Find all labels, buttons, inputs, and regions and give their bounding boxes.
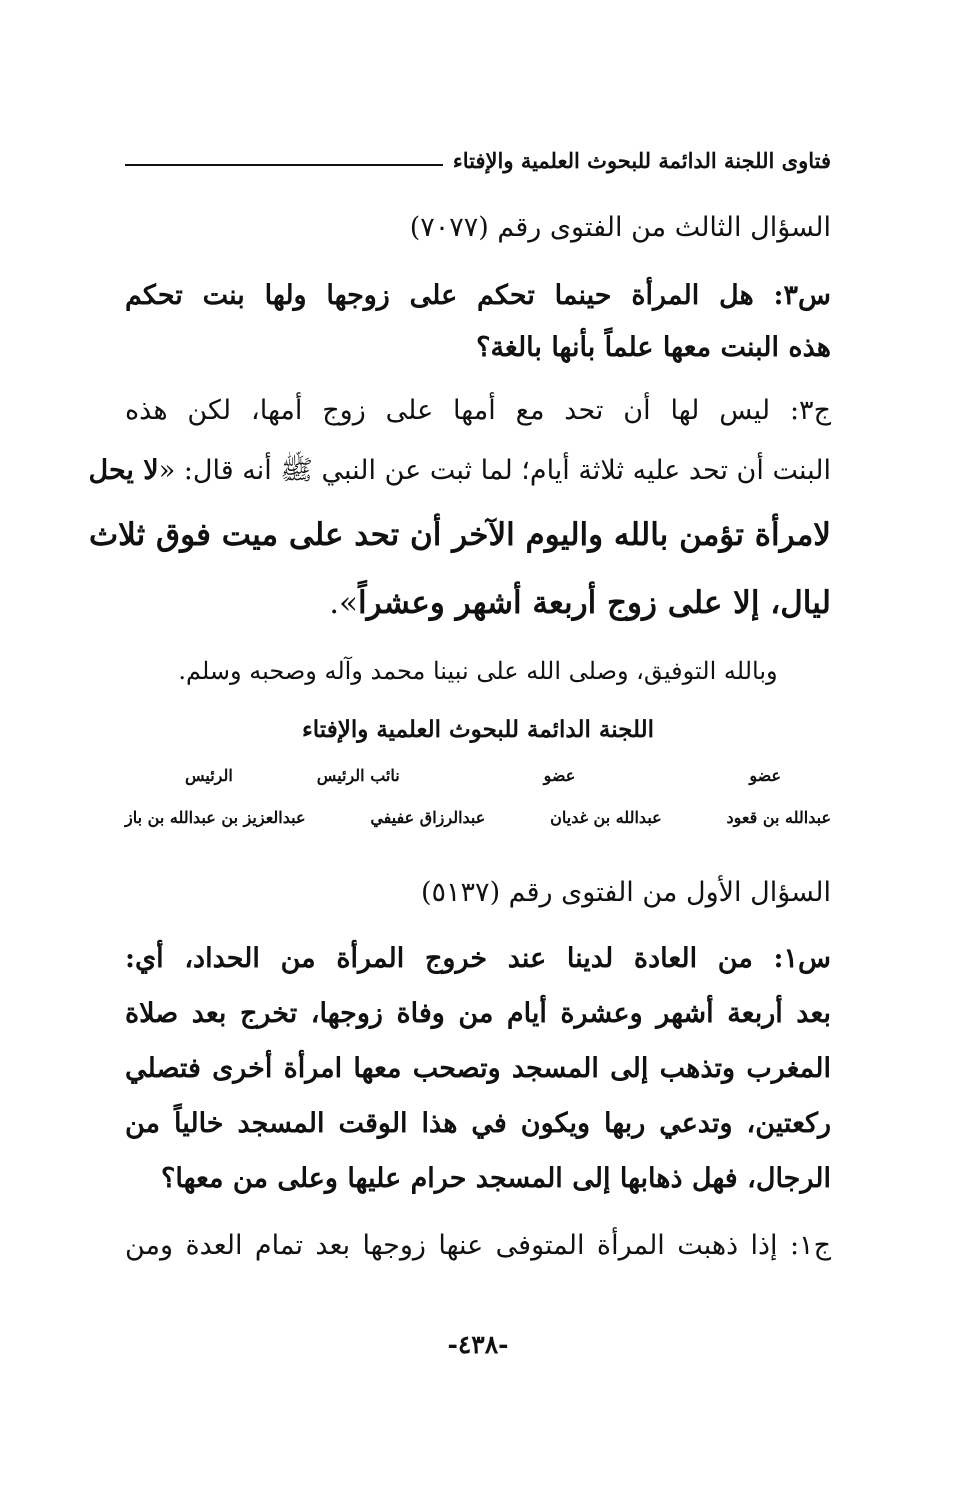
section2-question-line-4: ركعتين، وتدعي ربها ويكون في هذا الوقت المسجد خالياً من	[125, 1108, 831, 1139]
section2-answer-line-1: ج١: إذا ذهبت المرأة المتوفى عنها زوجها بعد تمام العدة ومن	[125, 1230, 831, 1261]
section1-title: السؤال الثالث من الفتوى رقم (٧٠٧٧)	[409, 212, 831, 243]
section1-answer-line-1: ج٣: ليس لها أن تحد مع أمها على زوج أمها، لكن هذه	[125, 395, 831, 426]
section2-question-line-5: الرجال، فهل ذهابها إلى المسجد حرام عليها وعلى من معها؟	[161, 1163, 831, 1194]
hadith-line-1: لامرأة تؤمن بالله واليوم الآخر أن تحد على ميت فوق ثلاث	[88, 517, 831, 553]
section2-question-line-3: المغرب وتذهب إلى المسجد وتصحب معها امرأة أخرى فتصلي	[125, 1053, 831, 1084]
header-rule	[125, 164, 443, 166]
header-title: فتاوى اللجنة الدائمة للبحوث العلمية والإفتاء	[452, 147, 831, 173]
signatory-role-2: عضو	[543, 766, 576, 785]
section1-question-line-1: س٣: هل المرأة حينما تحكم على زوجها ولها بنت تحكم	[125, 280, 831, 311]
hadith-line-2-text: ليال، إلا على زوج أربعة أشهر وعشراً	[358, 585, 831, 621]
signatory-name-1: عبدالله بن قعود	[726, 808, 831, 827]
closing-formula: وبالله التوفيق، وصلى الله على نبينا محمد وآله وصحبه وسلم.	[178, 657, 778, 685]
signatory-role-3: نائب الرئيس	[316, 766, 400, 785]
section1-question-line-2: هذه البنت معها علماً بأنها بالغة؟	[476, 332, 831, 363]
signatory-name-3: عبدالرزاق عفيفي	[370, 808, 486, 827]
section2-title: السؤال الأول من الفتوى رقم (٥١٣٧)	[421, 877, 831, 908]
section1-answer-line-2-bold: لا يحل	[88, 455, 159, 486]
hadith-end-quote: ».	[329, 585, 359, 621]
section2-question-line-2: بعد أربعة أشهر وعشرة أيام من وفاة زوجها، تخرج بعد صلاة	[125, 998, 831, 1029]
signatory-role-1: عضو	[749, 766, 781, 785]
section1-answer-line-2-text: البنت أن تحد عليه ثلاثة أيام؛ لما ثبت عن النبي ﷺ أنه قال: «	[158, 455, 831, 486]
section2-question-line-1: س١: من العادة لدينا عند خروج المرأة من الحداد، أي:	[125, 943, 831, 974]
signatory-role-4: الرئيس	[185, 766, 233, 785]
signatory-names	[125, 808, 831, 827]
running-header	[125, 140, 831, 180]
hadith-line-2	[125, 585, 831, 621]
signatory-name-4: عبدالعزيز بن عبدالله بن باز	[125, 808, 306, 827]
signatory-name-2: عبدالله بن غديان	[550, 808, 662, 827]
page-number: -٤٣٨-	[447, 1330, 509, 1359]
signatory-roles	[125, 766, 831, 785]
section1-answer-line-2	[88, 453, 831, 493]
committee-name: اللجنة الدائمة للبحوث العلمية والإفتاء	[301, 716, 655, 743]
